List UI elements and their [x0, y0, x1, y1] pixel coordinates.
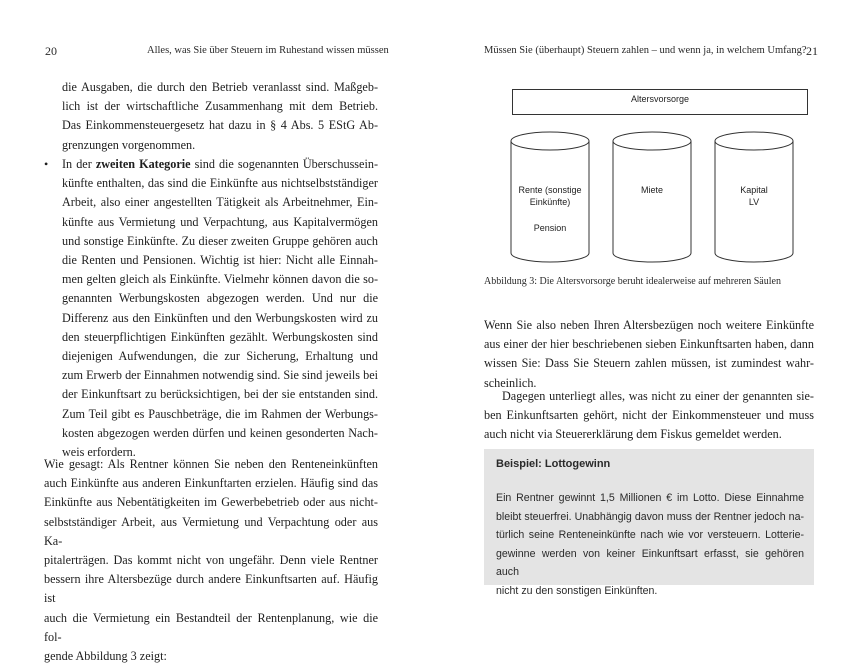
- text-line: auch Einkünfte aus anderen Einkunftarten erzielen. Häufig sind das: [44, 476, 378, 491]
- bold-term: zweiten Kategorie: [95, 157, 191, 171]
- text-line: kosten abgezogen werden dürfen und keinen gesonderten Nach-: [62, 425, 378, 440]
- pillar-label: Kapital: [740, 185, 768, 195]
- text-line: diejenigen Aufwendungen, die zur Sicherung, Erhaltung und: [62, 349, 378, 364]
- text-line: Wenn Sie also neben Ihren Altersbezügen noch weitere Einkünfte: [484, 318, 814, 332]
- left-paragraph-1: [62, 78, 378, 155]
- text-line: bessern ihre Altersbezüge durch andere Einkunftsarten auf. Häufig ist: [44, 572, 378, 606]
- text-line: weis erfordern.: [62, 445, 136, 460]
- text-line: pitalerträgen. Das kommt nicht von ungefähr. Denn viele Rentner: [44, 553, 378, 568]
- example-title: Beispiel: Lottogewinn: [496, 458, 611, 470]
- text-line: Dagegen unterliegt alles, was nicht zu einer der genannten sie-: [502, 389, 814, 403]
- pillar-label: Pension: [533, 223, 567, 233]
- pillar-cylinder-3: [714, 131, 794, 263]
- text-line: gende Abbildung 3 zeigt:: [44, 649, 167, 664]
- bullet-dot-icon: •: [44, 157, 49, 171]
- running-head-left: Alles, was Sie über Steuern im Ruhestand wissen müssen: [147, 45, 389, 56]
- pillar-cylinder-1: [510, 131, 590, 263]
- text-line: die Renten und Pensionen. Wichtig ist hier: Nicht alle Einnah-: [62, 253, 378, 268]
- text-line: Das Einkommensteuergesetz hat dazu in § 4 Abs. 5 EStG Ab-: [62, 118, 378, 133]
- text-line: Zum Teil gibt es Pauschbeträge, die im Rahmen der Werbungs-: [62, 406, 378, 421]
- text-line: die Ausgaben, die durch den Betrieb veranlasst sind. Maßgeb-: [62, 80, 378, 94]
- text-line: auch die Vermietung ein Bestandteil der Rentenplanung, wie die fol-: [44, 610, 378, 644]
- running-head-right: Müssen Sie (überhaupt) Steuern zahlen – und wenn ja, in welchem Umfang?: [484, 45, 807, 56]
- text-line: und sonstige Einkünfte. Zu dieser zweiten Gruppe gehören auch: [62, 233, 378, 248]
- text-line: nicht zu den sonstigen Einkünften.: [496, 584, 658, 597]
- text-line: Ein Rentner gewinnt 1,5 Millionen € im Lotto. Diese Einnahme: [496, 492, 804, 504]
- text-line: den steuerpflichtigen Einkünften gezählt. Werbungskosten sind: [62, 329, 378, 344]
- text-line: ben Einkunftsarten gehört, nicht der Einkommensteuer und muss: [484, 408, 814, 423]
- text-line: auch nicht via Steuererklärung dem Fiskus gemeldet werden.: [484, 427, 782, 442]
- text-line: men gelten gleich als Einkünfte. Vielmehr können davon die so-: [62, 272, 378, 287]
- text-line: der Einkunftsart zu berücksichtigen, bei der sie entstanden sind.: [62, 387, 378, 402]
- text-line: künfte aus Vermietung und Verpachtung, aus Kapitalvermögen: [62, 214, 378, 229]
- text-line: künfte enthalten, das sind die Einkünfte aus nichtselbstständiger: [62, 176, 378, 191]
- left-paragraph-2: [44, 455, 378, 666]
- text-line: selbstständiger Arbeit, aus Vermietung und Verpachtung oder aus Ka-: [44, 514, 378, 548]
- text-line: Wie gesagt: Als Rentner können Sie neben den Renteneinkünften: [44, 457, 378, 471]
- pillar-label: Einkünfte): [529, 197, 571, 207]
- pillar-label: LV: [748, 197, 760, 207]
- example-box: [484, 449, 814, 597]
- pillar-label: Miete: [640, 185, 663, 195]
- right-paragraph-1: [484, 316, 814, 393]
- bullet-first-line: In der zweiten Kategorie sind die sogenannten Überschussein-: [62, 157, 378, 171]
- text-line: Differenz aus den Einkünften und den Werbungskosten wird zu: [62, 310, 378, 325]
- bullet-list-item: [44, 155, 378, 462]
- diagram-roof-label: Altersvorsorge: [630, 94, 690, 104]
- page-number-right: 21: [806, 44, 818, 58]
- pillar-cylinder-2: [612, 131, 692, 263]
- text-line: türlich seine Renteneinkünfte nach wie vor versteuern. Lotterie-: [496, 529, 804, 541]
- example-body: [496, 489, 804, 600]
- text-line: bleibt steuerfrei. Unabhängig davon muss der Rentner jedoch na-: [496, 510, 804, 523]
- text-line: gewinne werden von keiner Einkunftsart erfasst, sie gehören auch: [496, 547, 804, 578]
- page-number-left: 20: [45, 44, 57, 58]
- text-line: wissen Sie: Dass Sie Steuern zahlen müssen, ist zumindest wahr-: [484, 356, 814, 371]
- right-paragraph-2: [484, 387, 814, 445]
- text-line: zum Erwerb der Einnahmen notwendig sind. Sie sind jeweils bei: [62, 368, 378, 383]
- text-line: grenzungen vorgenommen.: [62, 137, 196, 152]
- text-line: Einkünfte aus Nebentätigkeiten im Gewerbebetrieb oder aus nicht-: [44, 495, 378, 510]
- text-line: scheinlich.: [484, 375, 537, 390]
- text-line: lich ist der wirtschaftliche Zusammenhang mit dem Betrieb.: [62, 99, 378, 114]
- text-line: genannten Werbungskosten abgezogen werden. Und nur die: [62, 291, 378, 306]
- figure-caption: Abbildung 3: Die Altersvorsorge beruht idealerweise auf mehreren Säulen: [484, 276, 781, 287]
- text-line: aus einer der hier beschriebenen sieben Einkunftsarten haben, dann: [484, 337, 814, 352]
- cylinder-shape-icon: [612, 131, 692, 263]
- text-line: Arbeit, also einer angestellten Tätigkeit als Arbeitnehmer, Ein-: [62, 195, 378, 210]
- pillar-label: Rente (sonstige: [518, 185, 582, 195]
- pillars-diagram: [484, 87, 814, 267]
- diagram-roof-box: [512, 89, 808, 115]
